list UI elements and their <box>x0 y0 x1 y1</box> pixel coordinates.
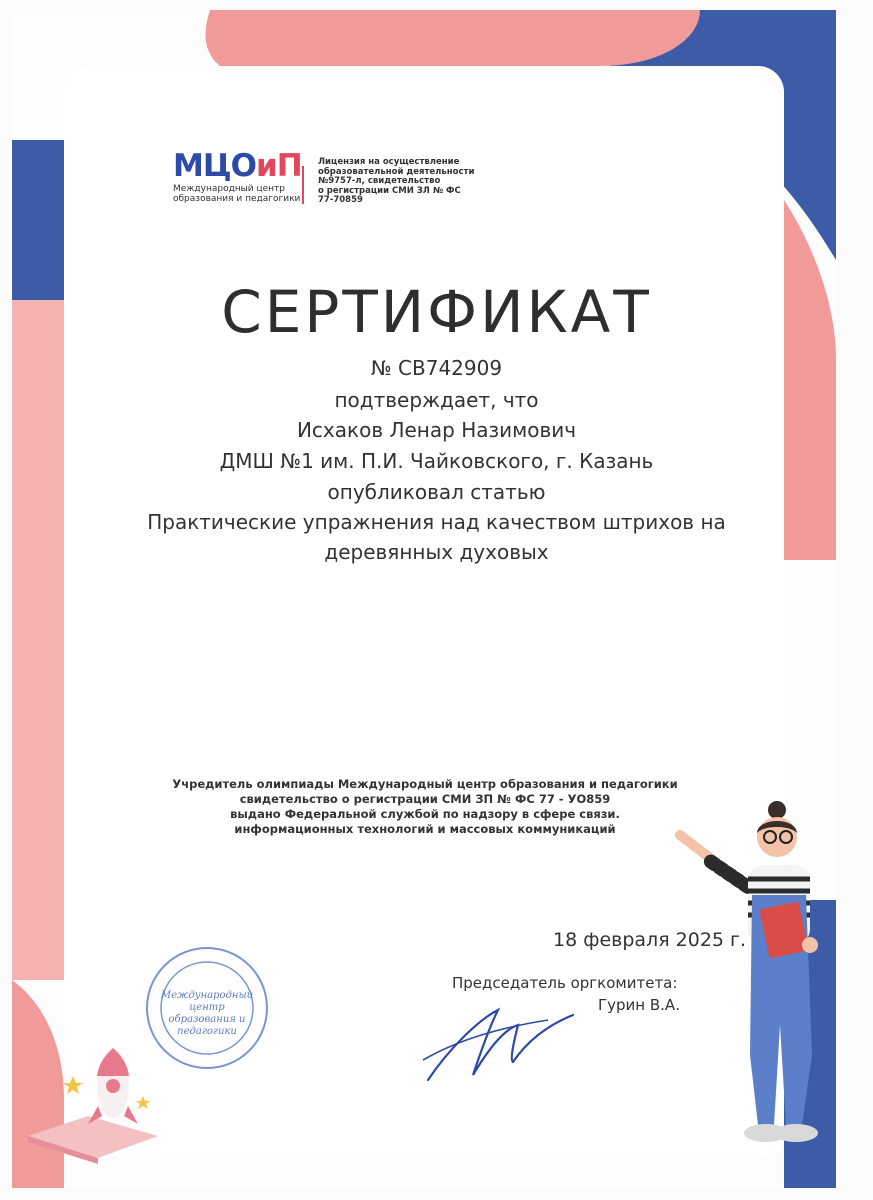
chair-label: Председатель оргкомитета: <box>452 974 678 992</box>
rocket-book-illustration <box>18 1036 168 1166</box>
chair-name: Гурин В.А. <box>598 996 680 1014</box>
certificate-number: № СВ742909 <box>370 356 503 380</box>
institution: ДМШ №1 им. П.И. Чайковского, г. Казань <box>219 449 654 473</box>
certificate-title: СЕРТИФИКАТ <box>221 278 652 346</box>
action-text: опубликовал статью <box>327 480 546 504</box>
stamp-text: Международный центр образования и педагогики <box>160 990 254 1037</box>
logo-divider <box>302 166 304 204</box>
article-title-line2: деревянных духовых <box>324 540 549 564</box>
logo-mark: МЦОиП <box>173 148 302 184</box>
signature <box>418 990 578 1090</box>
teacher-illustration <box>640 795 840 1165</box>
recipient-name: Исхаков Ленар Назимович <box>296 418 577 442</box>
founder-info: Учредитель олимпиады Международный центр образования и педагогики свидетельство о регистрации СМИ ЗП № ФС 77 - УО859 выдано Федеральной службой по надзору в сфере связи. информационных технологий и массовых коммуникаций <box>172 777 678 836</box>
article-title-line1: Практические упражнения над качеством штрихов на <box>147 510 726 534</box>
confirms-text: подтверждает, что <box>334 388 539 412</box>
issue-date: 18 февраля 2025 г. <box>553 929 747 951</box>
logo-subtitle: Международный центр образования и педагогики <box>173 184 301 204</box>
license-info: Лицензия на осуществление образовательной деятельности №9757-л, свидетельство о регистрации СМИ ЗЛ № ФС 77-70859 <box>318 157 475 205</box>
mcoip-logo <box>173 150 308 204</box>
